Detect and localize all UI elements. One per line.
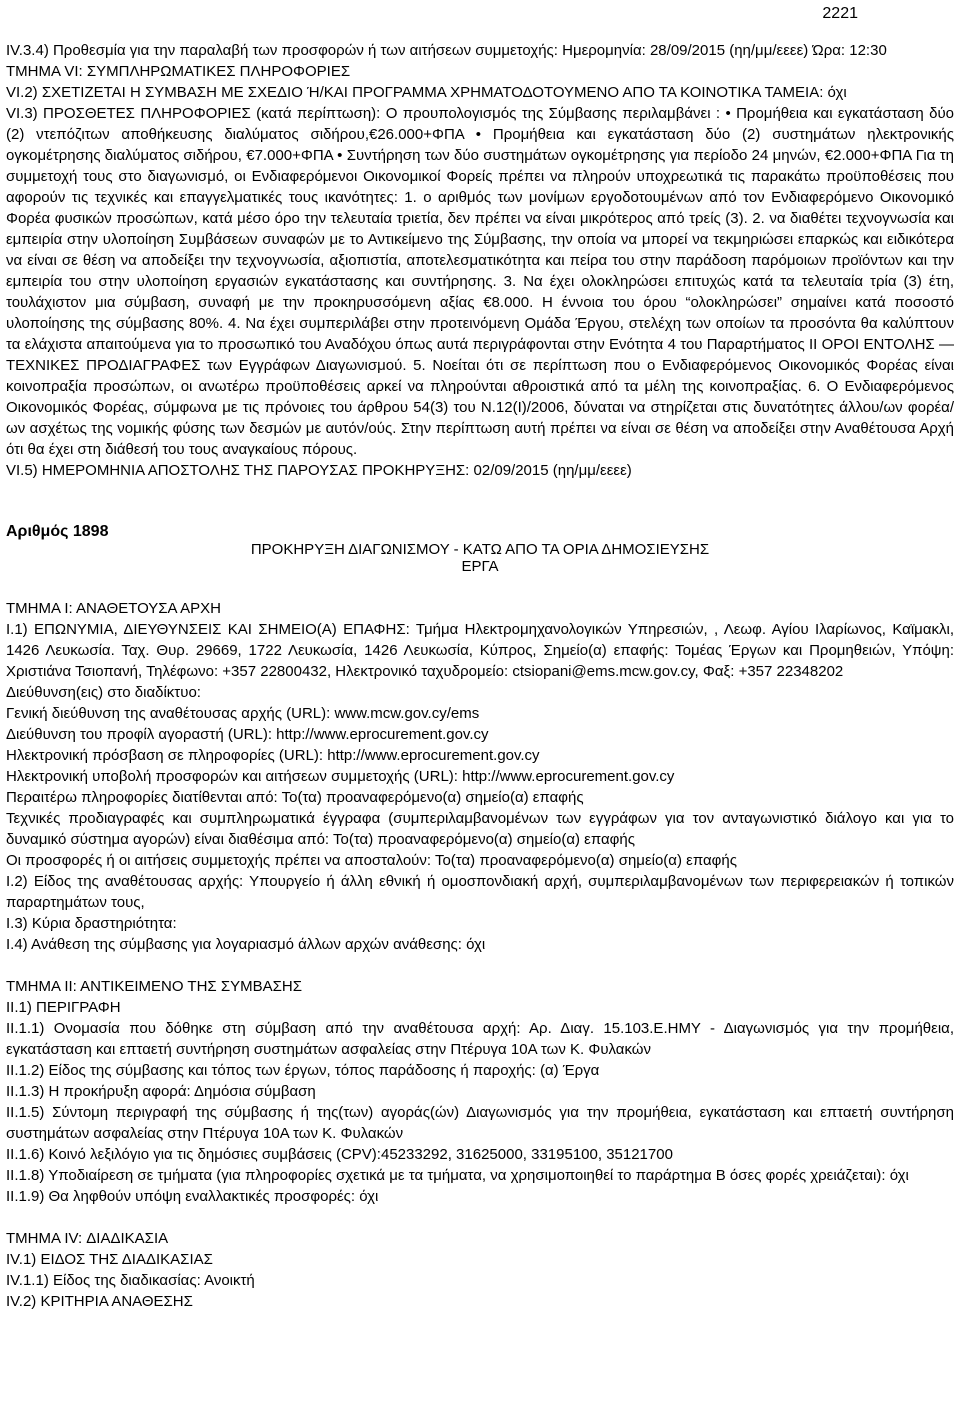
notice-title-line-2: ΕΡΓΑ xyxy=(461,558,499,575)
page-number: 2221 xyxy=(822,5,858,22)
dispatch-date-paragraph: VI.5) ΗΜΕΡΟΜΗΝΙΑ ΑΠΟΣΤΟΛΗΣ ΤΗΣ ΠΑΡΟΥΣΑΣ ΠΡΟΚΗΡΥΞΗΣ: 02/09/2015 (ηη/μμ/εεεε) xyxy=(6,462,632,479)
electronic-submission-url-line: Ηλεκτρονική υποβολή προσφορών και αιτήσεων συμμετοχής (URL): http://www.eprocurement.gov.cy xyxy=(6,768,675,785)
eu-funding-paragraph: VI.2) ΣΧΕΤΙΖΕΤΑΙ Η ΣΥΜΒΑΣΗ ΜΕ ΣΧΕΔΙΟ Ή/ΚΑΙ ΠΡΟΓΡΑΜΜΑ ΧΡΗΜΑΤΟΔΟΤΟΥΜΕΝΟ ΑΠΟ ΤΑ ΚΟΙΝΟΤΙΚΑ ΤΑΜΕΙΑ: όχι xyxy=(6,84,847,101)
contact-points-paragraph: Ι.1) ΕΠΩΝΥΜΙΑ, ΔΙΕΥΘΥΝΣΕΙΣ ΚΑΙ ΣΗΜΕΙΟ(Α) ΕΠΑΦΗΣ: Τμήμα Ηλεκτρομηχανολογικών Υπηρεσιών, , Λεωφ. Αγίου Ιλαρίωνος, Καϊμακλι, 1426 Λευκωσία. Ταχ. Θυρ. 29669, 1722 Λευκωσία, 1426 Λευκωσία, Κύπρος, Σημείο(α) επαφής: Τομέας Έργων και Προμηθειών, Υπόψη: Χριστιάνα Τσιοπανή, Τηλέφωνο: +357 22800432, Ηλεκτρονικό ταχυδρομείο: ctsiopani@ems.mcw.gov.cy, Φαξ: +357 22348202 xyxy=(6,621,954,680)
award-criteria-heading: IV.2) ΚΡΙΤΗΡΙΑ ΑΝΑΘΕΣΗΣ xyxy=(6,1293,193,1310)
cpv-line: ΙΙ.1.6) Κοινό λεξιλόγιο για τις δημόσιες συμβάσεις (CPV):45233292, 31625000, 33195100, 35121700 xyxy=(6,1146,673,1163)
section-i-heading: ΤΜΗΜΑ Ι: ΑΝΑΘΕΤΟΥΣΑ ΑΡΧΗ xyxy=(6,600,221,617)
further-info-line: Περαιτέρω πληροφορίες διατίθενται από: Το(τα) προαναφερόμενο(α) σημείο(α) επαφής xyxy=(6,789,584,806)
buyer-profile-url-line: Διεύθυνση του προφίλ αγοραστή (URL): http://www.eprocurement.gov.cy xyxy=(6,726,489,743)
section-ii-heading: ΤΜΗΜΑ ΙΙ: ΑΝΤΙΚΕΙΜΕΝΟ ΤΗΣ ΣΥΜΒΑΣΗΣ xyxy=(6,978,303,995)
contract-type-line: ΙΙ.1.2) Είδος της σύμβασης και τόπος των έργων, τόπος παράδοσης ή παροχής: (α) Έργα xyxy=(6,1062,600,1079)
specifications-paragraph: Τεχνικές προδιαγραφές και συμπληρωματικά έγγραφα (συμπεριλαμβανομένων των εγγράφων για τον ανταγωνιστικό διάλογο και για το δυναμικό σύστημα αγορών) είναι διαθέσιμα από: Το(τα) προαναφερόμενο(α) σημείο(α) επαφής xyxy=(6,810,954,848)
description-heading: ΙΙ.1) ΠΕΡΙΓΡΑΦΗ xyxy=(6,999,121,1016)
electronic-access-url-line: Ηλεκτρονική πρόσβαση σε πληροφορίες (URL): http://www.eprocurement.gov.cy xyxy=(6,747,540,764)
internet-addresses-label: Διεύθυνση(εις) στο διαδίκτυο: xyxy=(6,684,201,701)
procedure-type-heading: IV.1) ΕΙΔΟΣ ΤΗΣ ΔΙΑΔΙΚΑΣΙΑΣ xyxy=(6,1251,213,1268)
main-activity-line: Ι.3) Κύρια δραστηριότητα: xyxy=(6,915,177,932)
lots-paragraph: ΙΙ.1.8) Υποδιαίρεση σε τμήματα (για πληροφορίες σχετικά με τα τμήματα, να χρησιμοποιηθεί το παράρτημα Β όσες φορές χρειάζεται): όχι xyxy=(6,1167,909,1184)
notice-title-line-1: ΠΡΟΚΗΡΥΞΗ ΔΙΑΓΩΝΙΣΜΟΥ - ΚΑΤΩ ΑΠΟ ΤΑ ΟΡΙΑ ΔΗΜΟΣΙΕΥΣΗΣ xyxy=(250,541,710,558)
section-spacer xyxy=(6,481,954,503)
submission-address-line: Οι προσφορές ή οι αιτήσεις συμμετοχής πρέπει να αποσταλούν: Το(τα) προαναφερόμενο(α) σημείο(α) επαφής xyxy=(6,852,737,869)
contract-title-paragraph: ΙΙ.1.1) Ονομασία που δόθηκε στη σύμβαση από την αναθέτουσα αρχή: Αρ. Διαγ. 15.103.Ε.ΗΜΥ - Διαγωνισμός για την προμήθεια, εγκατάσταση και επταετή συντήρηση συστημάτων ασφαλείας στην Πτέρυγα 10Α των Κ. Φυλακών xyxy=(6,1020,954,1058)
authority-type-paragraph: Ι.2) Είδος της αναθέτουσας αρχής: Υπουργείο ή άλλη εθνική ή ομοσπονδιακή αρχή, συμπεριλαμβανομένων των περιφερειακών ή τοπικών παραρτημάτων τους, xyxy=(6,873,954,911)
variants-line: ΙΙ.1.9) Θα ληφθούν υπόψη εναλλακτικές προσφορές: όχι xyxy=(6,1188,379,1205)
notice-number: Αριθμός 1898 xyxy=(6,523,109,540)
notice-involves-line: ΙΙ.1.3) Η προκήρυξη αφορά: Δημόσια σύμβαση xyxy=(6,1083,316,1100)
section-iv-heading: ΤΜΗΜΑ IV: ΔΙΑΔΙΚΑΣΙΑ xyxy=(6,1230,169,1247)
section-vi-heading: ΤΜΗΜΑ VI: ΣΥΜΠΛΗΡΩΜΑΤΙΚΕΣ ΠΛΗΡΟΦΟΡΙΕΣ xyxy=(6,63,351,80)
additional-info-paragraph: VI.3) ΠΡΟΣΘΕΤΕΣ ΠΛΗΡΟΦΟΡΙΕΣ (κατά περίπτωση): Ο προυπολογισμός της Σύμβασης περιλαμβάνει : • Προμήθεια και εγκατάσταση δύο (2) ντεπόζιτων αποθήκευσης διαλύματος σιδήρου,€26.000+ΦΠΑ • Προμήθεια και εγκατάσταση δύο (2) συστημάτων ηλεκτρονικής ογκομέτρησης διαλύματος σιδήρου, €7.000+ΦΠΑ • Συντήρηση των δύο συστημάτων ογκομέτρησης για περίοδο 24 μηνών, €2.000+ΦΠΑ Για τη συμμετοχή τους στο διαγωνισμό, οι Ενδιαφερόμενοι Οικονομικοί Φορείς πρέπει να πληρούν υποχρεωτικά τις παρακάτω προϋποθέσεις που αφορούν τις τεχνικές και επαγγελματικές τους ικανότητες: 1. ο αριθμός των μονίμων εργοδοτουμένων από τον Ενδιαφερόμενο Οικονομικό Φορέα φυσικών προσώπων, κατά μέσο όρο την τελευταία τριετία, δεν πρέπει να είναι μικρότερος από τρείς (3). 2. να διαθέτει τεχνογνωσία και εμπειρία στην υλοποίηση Συμβάσεων συναφών με το Αντικείμενο της Σύμβασης, την οποία να μπορεί να τεκμηριώσει επαρκώς και ειδικότερα να είναι σε θέση να αποδείξει την τεχνογνωσία, αξιοπιστία, αποτελεσματικότητα και πείρα του στην παράδοση παρόμοιων προϊόντων και την εμπειρία του στην υλοποίηση εργασιών εγκατάστασης και συντήρησης. 3. Να έχει ολοκληρώσει επιτυχώς κατά τα τελευταία τρία (3) έτη, τουλάχιστον μια σύμβαση, συναφή με την προκηρυσσόμενη αξίας €8.000. Η έννοια του όρου “ολοκληρώσει” σημαίνει κατά ποσοστό υλοποίησης της σύμβασης 80%. 4. Να έχει συμπεριλάβει στην προτεινόμενη Ομάδα Έργου, στελέχη των οποίων τα προσόντα θα καλύπτουν τα ελάχιστα απαιτούμενα για το προσωπικό του Αναδόχου όπως αυτά περιγράφονται στην Ενότητα 4 του Παραρτήματος ΙΙ ΟΡΟΙ ΕΝΤΟΛΗΣ — ΤΕΧΝΙΚΕΣ ΠΡΟΔΙΑΓΡΑΦΕΣ των Εγγράφων Διαγωνισμού. 5. Νοείται ότι σε περίπτωση που ο Ενδιαφερόμενος Οικονομικός Φορέας είναι κοινοπραξία προσώπων, οι ανωτέρω προϋποθέσεις αρκεί να πληρούνται αθροιστικά από τα μέλη της κοινοπραξίας. 6. Ο Ενδιαφερόμενος Οικονομικός Φορέας, σύμφωνα με τις πρόνοιες του άρθρου 54(3) του Ν.12(Ι)/2006, δύναται να στηρίζεται στις δυνατότητες άλλου/ων φορέα/ων ασχέτως της νομικής φύσης των δεσμών με αυτόν/ούς. Στην περίπτωση αυτή πρέπει να είναι σε θέση να αποδείξει στην Αναθέτουσα Αρχή ότι θα έχει στη διάθεσή του τους αναγκαίους πόρους. xyxy=(6,105,954,458)
behalf-of-others-line: Ι.4) Ανάθεση της σύμβασης για λογαριασμό άλλων αρχών ανάθεσης: όχι xyxy=(6,936,486,953)
procedure-type-line: IV.1.1) Είδος της διαδικασίας: Ανοικτή xyxy=(6,1272,255,1289)
short-description-paragraph: ΙΙ.1.5) Σύντομη περιγραφή της σύμβασης ή της(των) αγοράς(ών) Διαγωνισμός για την προμήθεια, εγκατάσταση και επταετή συντήρηση συστημάτων ασφαλείας στην Πτέρυγα 10Α των Κ. Φυλακών xyxy=(6,1104,954,1142)
general-url-line: Γενική διεύθυνση της αναθέτουσας αρχής (URL): www.mcw.gov.cy/ems xyxy=(6,705,480,722)
tender-deadline-paragraph: IV.3.4) Προθεσμία για την παραλαβή των προσφορών ή των αιτήσεων συμμετοχής: Ημερομηνία: 28/09/2015 (ηη/μμ/εεεε) Ώρα: 12:30 xyxy=(6,42,887,59)
